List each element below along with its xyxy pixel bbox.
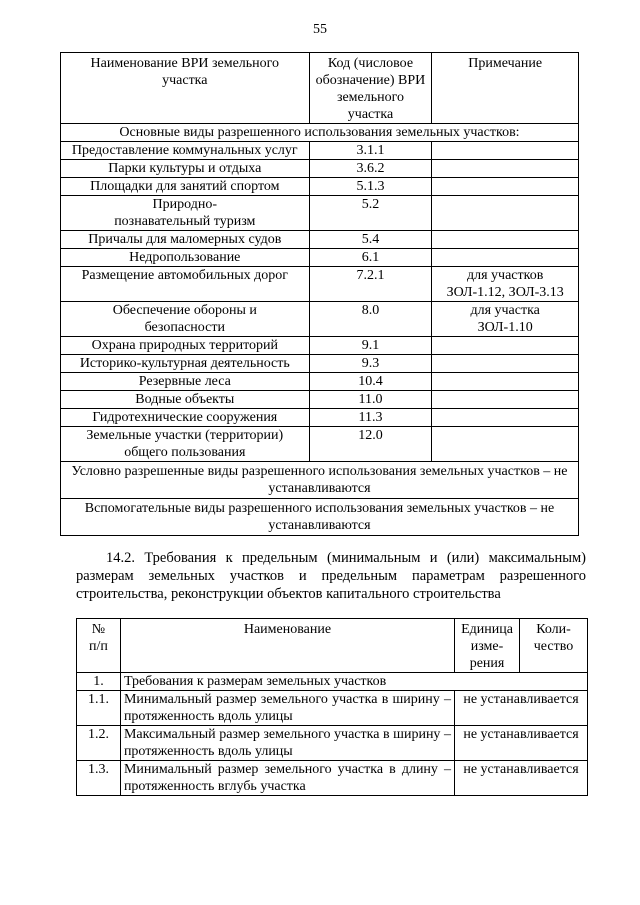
table-row [61,373,579,391]
main-uses-heading: Основные виды разрешенного использования земельных участков: [61,124,579,142]
table-row [61,249,579,267]
row-name: Максимальный размер земельного участка в ширину – протяженность вдоль улицы [120,726,454,761]
use-code: 5.1.3 [309,178,432,196]
use-note [432,231,579,249]
table-row [61,142,579,160]
conditional-uses: Условно разрешенные виды разрешенного использования земельных участков – не устанавливаются [61,462,579,499]
use-name: Причалы для маломерных судов [61,231,310,249]
paragraph-line: строительства, реконструкции объектов капитального строительства [76,586,501,602]
table-header-row [77,619,588,673]
use-code: 3.1.1 [309,142,432,160]
paragraph-line: 14.2. Требования к предельным (минимальным и (или) максимальным) [106,550,586,566]
paragraph-line: размерам земельных участков и предельным параметрам разрешенного [76,568,586,584]
table-row [61,427,579,462]
use-name: Размещение автомобильных дорог [61,267,310,302]
row-name: Минимальный размер земельного участка в длину – протяженность вглубь участка [120,761,454,796]
use-name: Площадки для занятий спортом [61,178,310,196]
use-note [432,373,579,391]
table-row [61,409,579,427]
use-code: 7.2.1 [309,267,432,302]
use-name: Обеспечение обороны и безопасности [61,302,310,337]
requirements-paragraph [76,549,586,603]
header-name: Наименование [120,619,454,673]
use-name: Земельные участки (территории) общего пользования [61,427,310,462]
use-name: Охрана природных территорий [61,337,310,355]
table-row [61,302,579,337]
row-value: не устанавливается [455,691,588,726]
use-note [432,409,579,427]
table-row [61,391,579,409]
table-row [61,337,579,355]
section-row [61,124,579,142]
section-row [61,462,579,499]
use-code: 11.0 [309,391,432,409]
use-note [432,196,579,231]
use-code: 9.3 [309,355,432,373]
header-note: Примечание [432,53,579,124]
use-note [432,142,579,160]
use-code: 5.4 [309,231,432,249]
use-note [432,178,579,196]
table-row [77,673,588,691]
table-row [61,178,579,196]
use-note [432,160,579,178]
use-name: Парки культуры и отдыха [61,160,310,178]
use-note [432,337,579,355]
use-note [432,427,579,462]
header-qty: Коли-чество [520,619,588,673]
table-row [77,691,588,726]
use-name: Резервные леса [61,373,310,391]
use-code: 10.4 [309,373,432,391]
use-name: Гидротехнические сооружения [61,409,310,427]
use-code: 8.0 [309,302,432,337]
table-row [61,160,579,178]
use-code: 12.0 [309,427,432,462]
use-name: Природно-познавательный туризм [61,196,310,231]
use-code: 11.3 [309,409,432,427]
use-code: 5.2 [309,196,432,231]
use-code: 9.1 [309,337,432,355]
table-row [61,355,579,373]
use-note [432,249,579,267]
header-name: Наименование ВРИ земельного участка [61,53,310,124]
row-num: 1.1. [77,691,121,726]
table-row [77,726,588,761]
use-name: Предоставление коммунальных услуг [61,142,310,160]
use-name: Историко-культурная деятельность [61,355,310,373]
size-requirements-table [76,618,588,796]
use-note [432,391,579,409]
table-row [77,761,588,796]
use-code: 6.1 [309,249,432,267]
use-note: для участка ЗОЛ-1.10 [432,302,579,337]
auxiliary-uses: Вспомогательные виды разрешенного использования земельных участков – не устанавливаются [61,499,579,536]
header-code: Код (числовое обозначение) ВРИ земельного участка [309,53,432,124]
use-name: Недропользование [61,249,310,267]
row-value: не устанавливается [455,761,588,796]
land-use-table [60,52,579,536]
table-row [61,267,579,302]
use-name: Водные объекты [61,391,310,409]
page-number: 55 [313,22,327,37]
table-row [61,196,579,231]
header-unit: Единица изме-рения [455,619,520,673]
use-note [432,355,579,373]
row-name: Минимальный размер земельного участка в ширину – протяженность вдоль улицы [120,691,454,726]
section-row [61,499,579,536]
use-note: для участков ЗОЛ-1.12, ЗОЛ-3.13 [432,267,579,302]
row-num: 1.2. [77,726,121,761]
row-num: 1. [77,673,121,691]
row-value: не устанавливается [455,726,588,761]
header-num: № п/п [77,619,121,673]
row-name: Требования к размерам земельных участков [120,673,587,691]
table-header-row [61,53,579,124]
row-num: 1.3. [77,761,121,796]
use-code: 3.6.2 [309,160,432,178]
table-row [61,231,579,249]
